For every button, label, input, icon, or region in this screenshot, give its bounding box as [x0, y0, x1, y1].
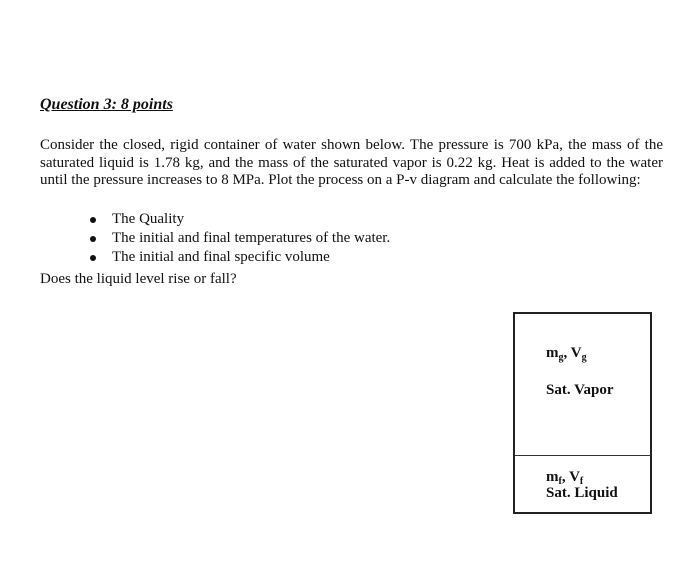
vapor-symbols	[546, 344, 587, 367]
question-body: Consider the closed, rigid container of water shown below. The pressure is 700 kPa, the mass of the saturated liquid is 1.78 kg, and the mass of the saturated vapor is 0.22 kg. Heat is added to the water until the pressure increases to 8 MPa. Plot the process on a P-v diagram and calculate the following:	[40, 137, 663, 189]
list-item	[84, 210, 390, 229]
liquid-vapor-interface	[515, 455, 650, 456]
water-container-diagram	[513, 312, 652, 514]
vapor-symbol-separator: ,	[563, 345, 571, 361]
bullet-icon	[90, 217, 96, 223]
liquid-mass-symbol: m	[546, 469, 559, 485]
requirement-text: The initial and final temperatures of the water.	[112, 230, 391, 246]
bullet-icon	[90, 255, 96, 261]
vapor-volume-subscript: g	[581, 352, 587, 363]
saturated-vapor-label: Sat. Vapor	[546, 382, 614, 398]
vapor-volume-symbol: V	[570, 345, 582, 361]
question-closing: Does the liquid level rise or fall?	[40, 271, 237, 287]
vapor-mass-subscript: g	[558, 352, 564, 363]
requirement-text: The Quality	[112, 211, 185, 227]
liquid-symbol-separator: ,	[561, 469, 570, 485]
bullet-icon	[90, 236, 96, 242]
question-heading: Question 3: 8 points	[40, 96, 173, 113]
vapor-mass-symbol: m	[546, 345, 559, 361]
list-item	[84, 229, 390, 248]
saturated-liquid-label: Sat. Liquid	[546, 485, 618, 501]
liquid-volume-subscript: f	[579, 476, 584, 487]
liquid-volume-symbol: V	[569, 469, 580, 485]
requirement-text: The initial and final specific volume	[112, 249, 330, 265]
requirements-list	[84, 210, 390, 267]
list-item	[84, 248, 390, 267]
liquid-mass-subscript: f	[558, 476, 562, 487]
